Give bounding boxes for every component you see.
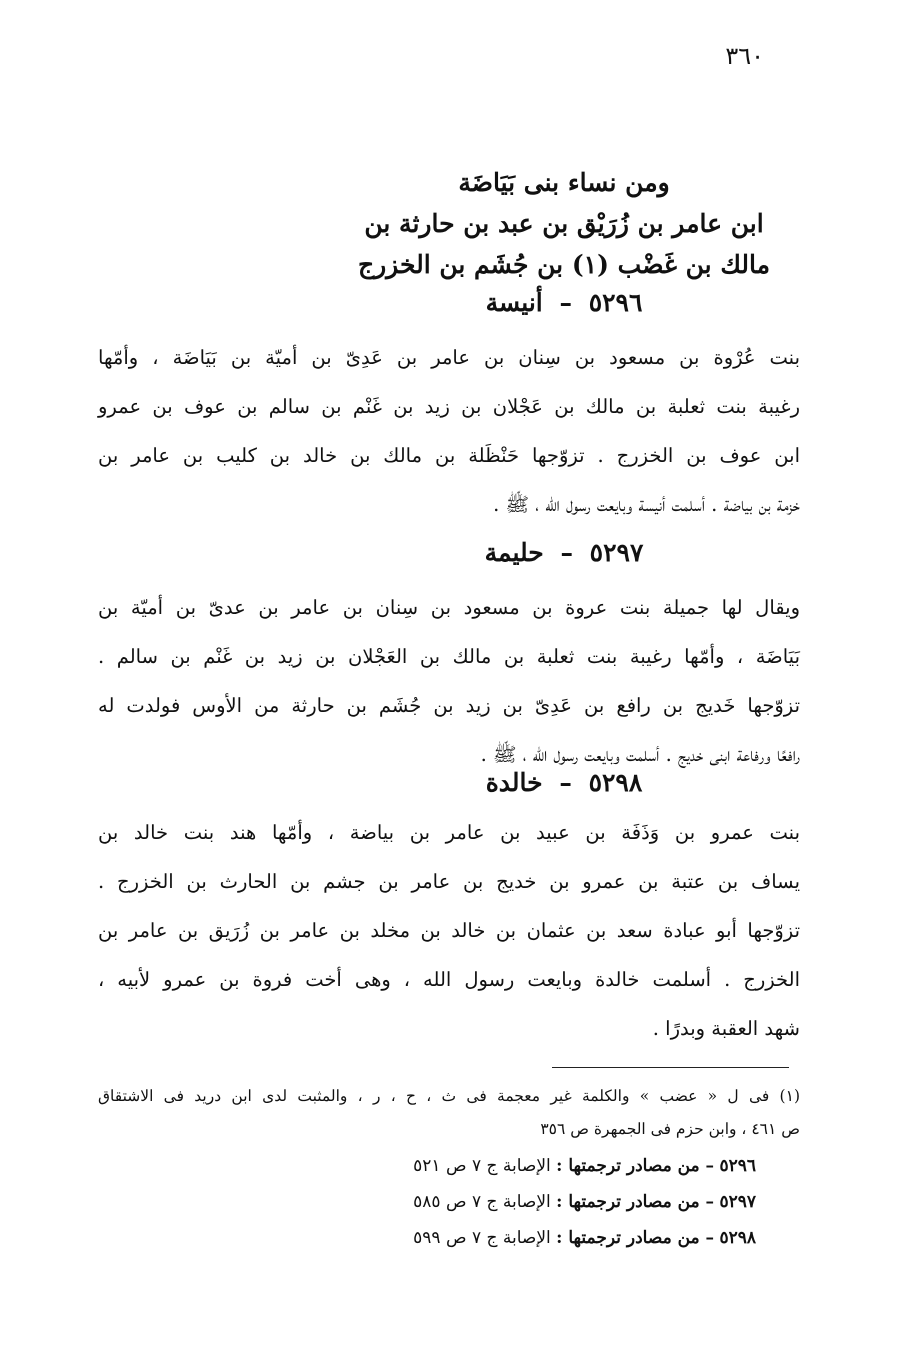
entry-body-5296 [98, 333, 800, 529]
entry-name: حليمة [484, 538, 544, 567]
source-label: – من مصادر ترجمتها : [556, 1156, 715, 1176]
body-line: رغيبة بنت ثعلبة بن مالك بن عَجْلان بن زيد بن غَنْم بن سالم بن عوف بن عمرو [98, 395, 800, 418]
body-line: ابن عوف بن الخزرج . تزوّجها حَنْظَلة بن مالك بن خالد بن كليب بن عامر بن [98, 444, 800, 467]
source-ref: الإصابة ج ٧ ص ٥٢١ [413, 1156, 551, 1176]
body-line: بنت عمرو بن وَذَفَة بن عبيد بن عامر بن بياضة ، وأمّها هند بنت خالد بن [98, 821, 800, 844]
body-line: رافعًا ورفاعة ابنى خديج . أسلمت وبايعت رسول الله ، ﷺ . [480, 743, 800, 766]
footnote-line-1: (١) فى ل « عضب » والكلمة غير معجمة فى ث ، ح ، ر ، والمثبت لدى ابن دريد فى الاشتقاق [98, 1087, 800, 1105]
source-number: ٥٢٩٨ [719, 1228, 756, 1248]
entry-title-5296 [214, 285, 914, 321]
entry-body-5297 [98, 583, 800, 779]
source-label: – من مصادر ترجمتها : [556, 1192, 715, 1212]
body-line: شهد العقبة وبدرًا . [652, 1017, 800, 1040]
entry-dash: – [560, 538, 573, 567]
heading-line-3: مالك بن غَضْب (١) بن جُشَم بن الخزرج [357, 250, 771, 279]
entry-number: ٥٢٩٨ [588, 768, 643, 797]
body-line: تزوّجها أبو عبادة سعد بن عثمان بن خالد بن مخلد بن عامر بن زُرَيق بن عامر بن [98, 919, 800, 942]
entry-title-5297 [214, 535, 914, 571]
footnotes [98, 1080, 800, 1146]
source-row [413, 1148, 756, 1184]
source-row [413, 1220, 756, 1256]
page-number: ٣٦٠ [725, 42, 764, 70]
source-number: ٥٢٩٦ [719, 1156, 756, 1176]
entry-body-5298 [98, 808, 800, 1053]
body-line: بنت عُرْوة بن مسعود بن سِنان بن عامر بن عَدِىّ بن أميّة بن بَيَاضَة ، وأمّها [98, 346, 800, 369]
entry-name: أنيسة [485, 288, 543, 317]
entry-number: ٥٢٩٦ [588, 288, 643, 317]
body-line: يساف بن عتبة بن عمرو بن خديج بن عامر بن جشم بن الحارث بن الخزرج . [98, 870, 800, 893]
source-ref: الإصابة ج ٧ ص ٥٨٥ [413, 1192, 551, 1212]
source-label: – من مصادر ترجمتها : [556, 1228, 715, 1248]
footnote-separator [552, 1067, 789, 1068]
body-line: خزمة بن بياضة . أسلمت أنيسة وبايعت رسول الله ، ﷺ . [493, 493, 800, 516]
entry-number: ٥٢٩٧ [589, 538, 644, 567]
body-line: تزوّجها خَديج بن رافع بن عَدِىّ بن زيد بن جُشَم بن حارثة من الأوس فولدت له [98, 694, 800, 717]
source-ref: الإصابة ج ٧ ص ٥٩٩ [413, 1228, 551, 1248]
body-line: الخزرج . أسلمت خالدة وبايعت رسول الله ، وهى أخت فروة بن عمرو لأبيه ، [98, 968, 800, 991]
section-heading [214, 162, 914, 285]
entry-dash: – [559, 288, 572, 317]
footnote-line-2: ص ٤٦١ ، وابن حزم فى الجمهرة ص ٣٥٦ [540, 1120, 800, 1138]
entry-title-5298 [214, 765, 914, 801]
source-row [413, 1184, 756, 1220]
sources-list [413, 1148, 756, 1256]
heading-line-1: ومن نساء بنى بَيَاضَة [458, 168, 670, 197]
entry-dash: – [559, 768, 572, 797]
body-line: ويقال لها جميلة بنت عروة بن مسعود بن سِنان بن عامر بن عدىّ بن أميّة بن [98, 596, 800, 619]
body-line: بَيَاضَة ، وأمّها رغيبة بنت ثعلبة بن مالك بن العَجْلان بن زيد بن غَنْم بن سالم . [98, 645, 800, 668]
entry-name: خالدة [485, 768, 543, 797]
heading-line-2: ابن عامر بن زُرَيْق بن عبد بن حارثة بن [364, 209, 764, 238]
source-number: ٥٢٩٧ [719, 1192, 756, 1212]
